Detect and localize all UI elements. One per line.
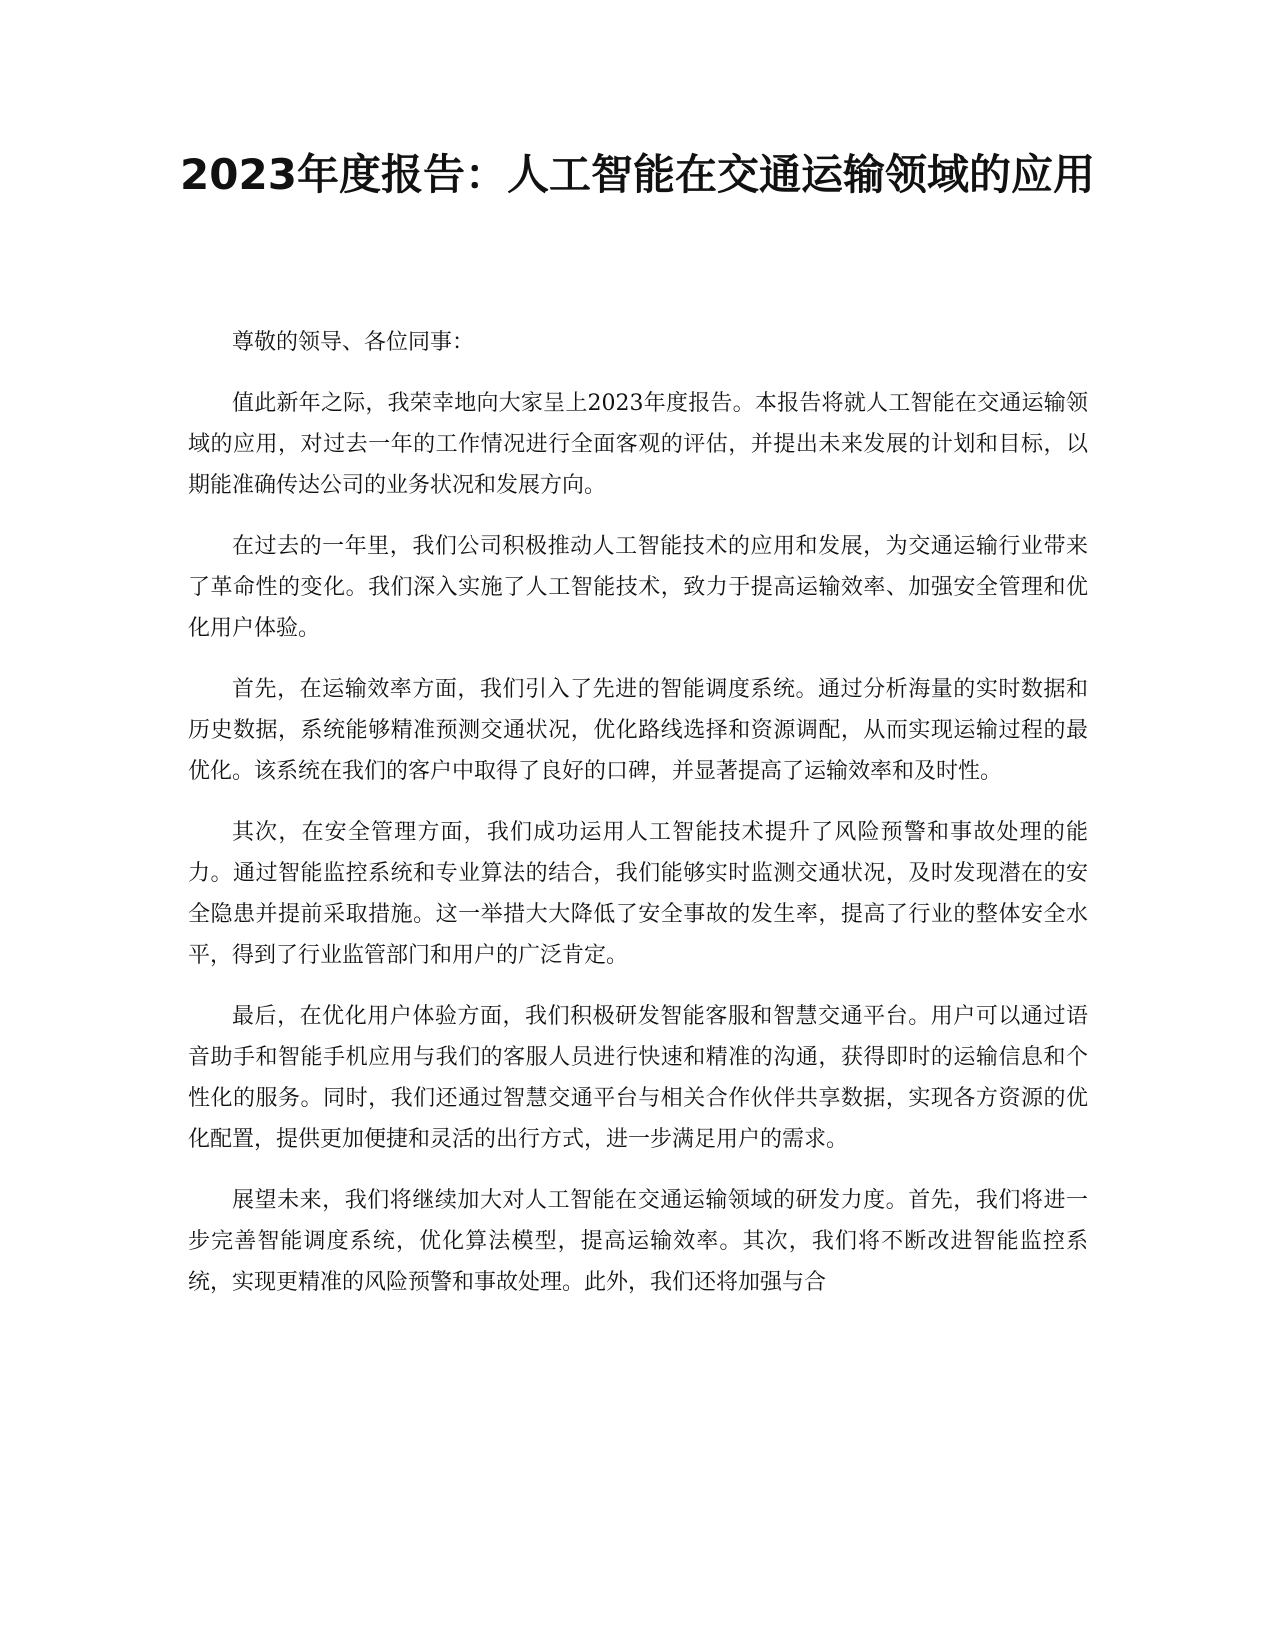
overview-paragraph: 在过去的一年里，我们公司积极推动人工智能技术的应用和发展，为交通运输行业带来了革命性的变化。我们深入实施了人工智能技术，致力于提高运输效率、加强安全管理和优化用户体验。 — [188, 534, 1088, 641]
intro-paragraph: 值此新年之际，我荣幸地向大家呈上2023年度报告。本报告将就人工智能在交通运输领域的应用，对过去一年的工作情况进行全面客观的评估，并提出未来发展的计划和目标，以期能准确传达公司的业务状况和发展方向。 — [188, 391, 1088, 498]
safety-paragraph: 其次，在安全管理方面，我们成功运用人工智能技术提升了风险预警和事故处理的能力。通过智能监控系统和专业算法的结合，我们能够实时监测交通状况，及时发现潜在的安全隐患并提前采取措施。这一举措大大降低了安全事故的发生率，提高了行业的整体安全水平，得到了行业监管部门和用户的广泛肯定。 — [188, 820, 1088, 968]
document-body — [188, 322, 1088, 1323]
document-title: 2023年度报告：人工智能在交通运输领域的应用 — [180, 150, 1095, 199]
salutation-paragraph: 尊敬的领导、各位同事： — [232, 330, 475, 355]
efficiency-paragraph: 首先，在运输效率方面，我们引入了先进的智能调度系统。通过分析海量的实时数据和历史数据，系统能够精准预测交通状况，优化路线选择和资源调配，从而实现运输过程的最优化。该系统在我们的客户中取得了良好的口碑，并显著提高了运输效率和及时性。 — [188, 677, 1088, 784]
user-experience-paragraph: 最后，在优化用户体验方面，我们积极研发智能客服和智慧交通平台。用户可以通过语音助手和智能手机应用与我们的客服人员进行快速和精准的沟通，获得即时的运输信息和个性化的服务。同时，我们还通过智慧交通平台与相关合作伙伴共享数据，实现各方资源的优化配置，提供更加便捷和灵活的出行方式，进一步满足用户的需求。 — [188, 1004, 1088, 1152]
outlook-paragraph: 展望未来，我们将继续加大对人工智能在交通运输领域的研发力度。首先，我们将进一步完善智能调度系统，优化算法模型，提高运输效率。其次，我们将不断改进智能监控系统，实现更精准的风险预警和事故处理。此外，我们还将加强与合 — [188, 1188, 1088, 1295]
